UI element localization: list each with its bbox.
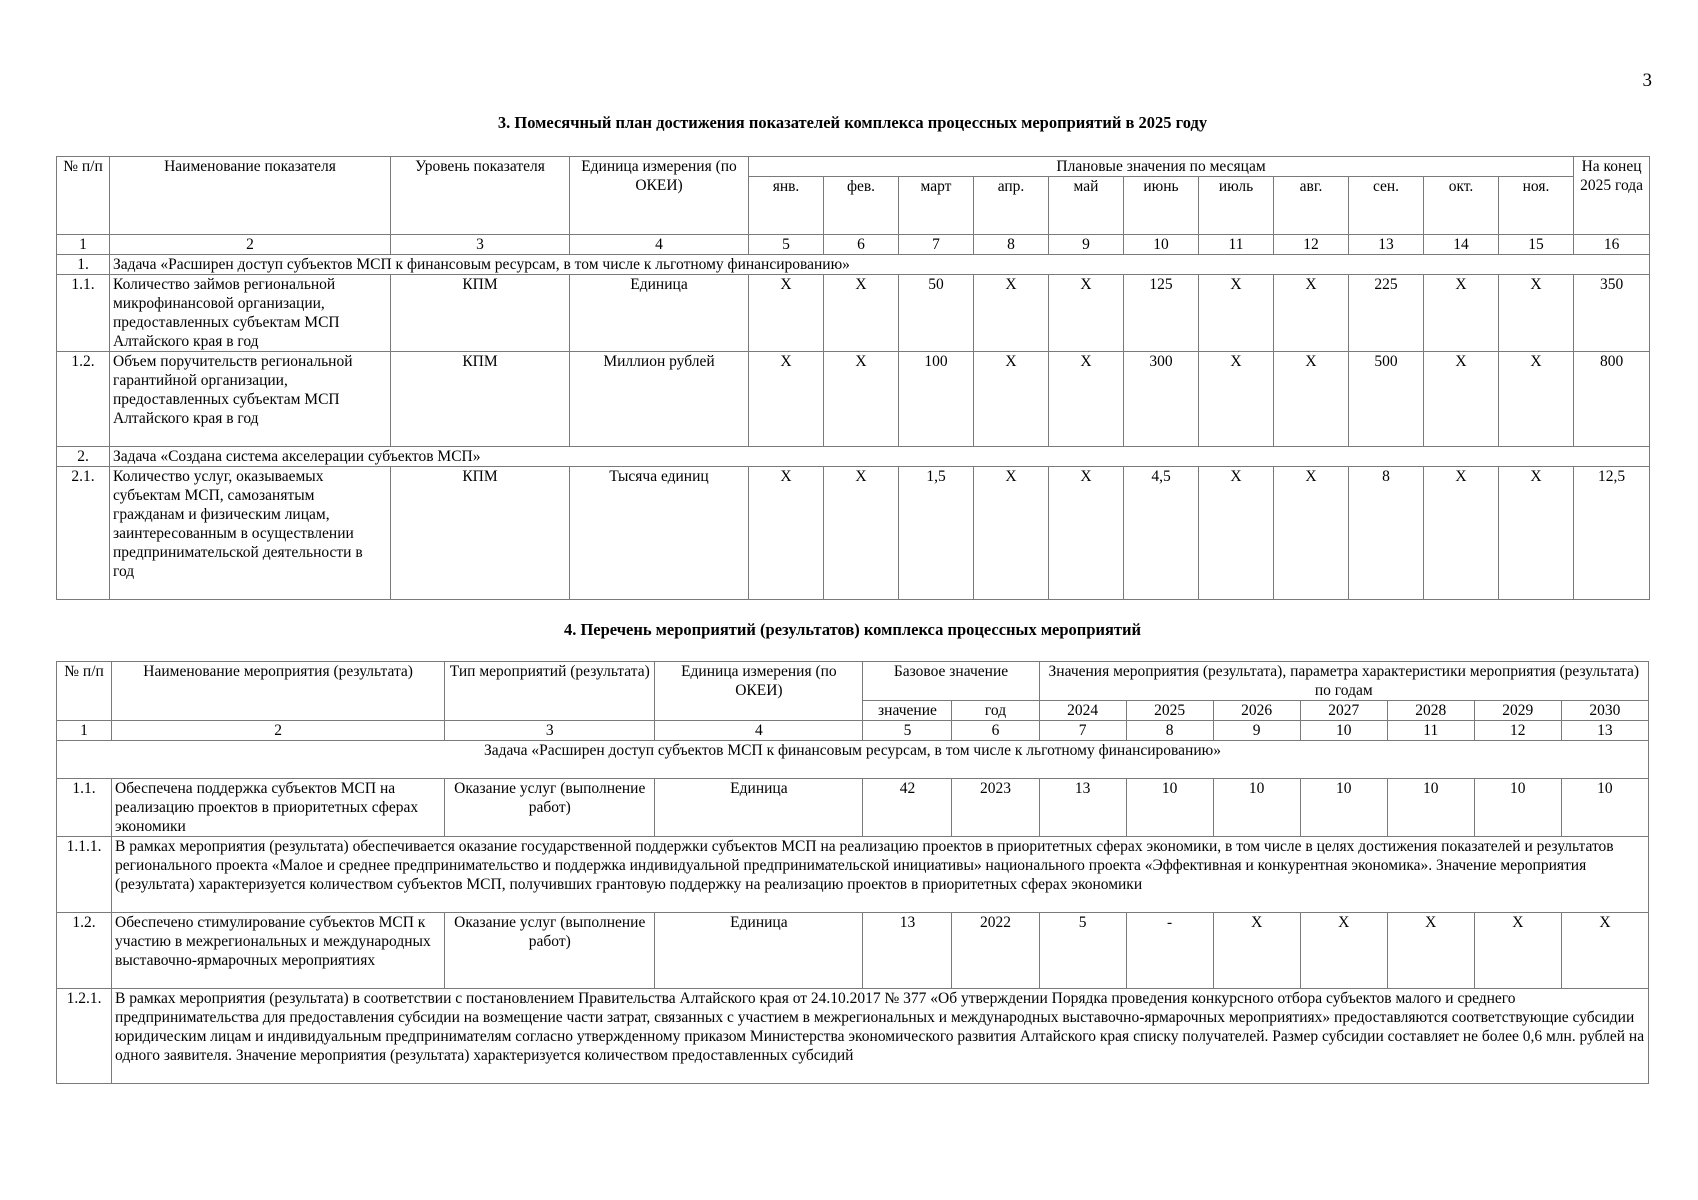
header-year: 2028	[1387, 701, 1474, 721]
header-month: ноя.	[1499, 177, 1574, 235]
header-end-of-year: На конец 2025 года	[1574, 157, 1650, 235]
row-number: 1.1.	[57, 275, 110, 352]
indicator-unit: Тысяча единиц	[570, 467, 749, 600]
year-value: X	[1474, 913, 1561, 989]
section-3-title: 3. Помесячный план достижения показателей комплекса процессных мероприятий в 2025 году	[497, 113, 1208, 132]
year-value: X	[1213, 913, 1300, 989]
indicator-unit: Единица	[570, 275, 749, 352]
year-value: X	[1387, 913, 1474, 989]
header-month: фев.	[824, 177, 899, 235]
month-value: 50	[899, 275, 974, 352]
monthly-plan-table	[56, 156, 1650, 600]
column-number: 12	[1274, 235, 1349, 255]
column-number: 12	[1474, 721, 1561, 741]
month-value: X	[1199, 352, 1274, 447]
header-month: янв.	[749, 177, 824, 235]
header-activity-name: Наименование мероприятия (результата)	[112, 662, 445, 721]
row-number: 1.1.	[57, 779, 112, 837]
header-month: сен.	[1349, 177, 1424, 235]
month-value: X	[974, 275, 1049, 352]
task-number: 1.	[57, 255, 110, 275]
month-value: X	[974, 352, 1049, 447]
table-row	[57, 837, 1649, 913]
year-value: 5	[1039, 913, 1126, 989]
year-value: 10	[1387, 779, 1474, 837]
column-number: 3	[445, 721, 655, 741]
month-value: 4,5	[1124, 467, 1199, 600]
column-number: 8	[974, 235, 1049, 255]
indicator-level: КПМ	[391, 467, 570, 600]
year-value: 10	[1126, 779, 1213, 837]
column-number: 2	[112, 721, 445, 741]
task-title: Задача «Создана система акселерации субъектов МСП»	[110, 447, 1650, 467]
month-value: X	[1424, 352, 1499, 447]
column-number: 6	[824, 235, 899, 255]
year-value: -	[1126, 913, 1213, 989]
activity-type: Оказание услуг (выполнение работ)	[445, 913, 655, 989]
column-number: 9	[1049, 235, 1124, 255]
month-value: 1,5	[899, 467, 974, 600]
note-number: 1.2.1.	[57, 989, 112, 1084]
month-value: X	[749, 352, 824, 447]
activity-unit: Единица	[655, 913, 863, 989]
column-number: 7	[899, 235, 974, 255]
year-value: 10	[1474, 779, 1561, 837]
base-value: 13	[863, 913, 952, 989]
header-base-value: Базовое значение	[863, 662, 1039, 701]
note-number: 1.1.1.	[57, 837, 112, 913]
column-number: 11	[1199, 235, 1274, 255]
month-value: X	[1499, 275, 1574, 352]
header-year: 2026	[1213, 701, 1300, 721]
month-value: X	[1499, 352, 1574, 447]
header-base-value-year: год	[952, 701, 1039, 721]
column-number: 4	[570, 235, 749, 255]
column-number: 10	[1124, 235, 1199, 255]
month-value: 125	[1124, 275, 1199, 352]
column-number: 15	[1499, 235, 1574, 255]
column-number: 11	[1387, 721, 1474, 741]
column-number: 5	[863, 721, 952, 741]
indicator-name: Количество услуг, оказываемых субъектам МСП, самозанятым гражданам и физическим лицам, заинтересованным в осуществлении предпринимательской деятельности в год	[110, 467, 391, 600]
column-number: 5	[749, 235, 824, 255]
column-number: 10	[1300, 721, 1387, 741]
header-unit: Единица измерения (по ОКЕИ)	[655, 662, 863, 721]
month-value: 8	[1349, 467, 1424, 600]
header-monthly-plan: Плановые значения по месяцам	[749, 157, 1574, 177]
column-number: 9	[1213, 721, 1300, 741]
activity-name: Обеспечено стимулирование субъектов МСП к участию в межрегиональных и международных выставочно-ярмарочных мероприятиях	[112, 913, 445, 989]
table-row	[57, 779, 1649, 837]
month-value: X	[1049, 467, 1124, 600]
month-value: 500	[1349, 352, 1424, 447]
month-value: X	[1199, 275, 1274, 352]
month-value: X	[749, 467, 824, 600]
row-number: 1.2.	[57, 913, 112, 989]
column-number: 16	[1574, 235, 1650, 255]
year-value: X	[1561, 913, 1648, 989]
header-activity-type: Тип мероприятий (результата)	[445, 662, 655, 721]
page-number: 3	[1642, 70, 1652, 91]
base-year: 2023	[952, 779, 1039, 837]
month-value: X	[1499, 467, 1574, 600]
header-year: 2029	[1474, 701, 1561, 721]
table-row	[57, 467, 1650, 600]
header-month: окт.	[1424, 177, 1499, 235]
column-number: 13	[1561, 721, 1648, 741]
indicator-unit: Миллион рублей	[570, 352, 749, 447]
column-number: 7	[1039, 721, 1126, 741]
year-value: 10	[1213, 779, 1300, 837]
task-number: 2.	[57, 447, 110, 467]
header-num: № п/п	[57, 662, 112, 721]
column-number: 3	[391, 235, 570, 255]
header-year: 2027	[1300, 701, 1387, 721]
indicator-name: Количество займов региональной микрофинансовой организации, предоставленных субъектам МСП Алтайского края в год	[110, 275, 391, 352]
header-indicator-level: Уровень показателя	[391, 157, 570, 235]
month-value: X	[749, 275, 824, 352]
header-base-value-value: значение	[863, 701, 952, 721]
year-value: X	[1300, 913, 1387, 989]
year-value: 10	[1561, 779, 1648, 837]
row-number: 2.1.	[57, 467, 110, 600]
month-value: X	[1049, 352, 1124, 447]
column-number: 4	[655, 721, 863, 741]
month-value: X	[1274, 275, 1349, 352]
activity-description: В рамках мероприятия (результата) обеспечивается оказание государственной поддержки субъектов МСП на реализацию проектов в приоритетных сферах экономики, в том числе в целях достижения показателей и результатов регионального проекта «Малое и среднее предпринимательство и поддержка индивидуальной предпринимательской инициативы» национального проекта «Эффективная и конкурентная экономика». Значение мероприятия (результата) характеризуется количеством субъектов МСП, получивших грантовую поддержку на реализацию проектов в приоритетных сферах экономики	[112, 837, 1649, 913]
header-month: июль	[1199, 177, 1274, 235]
task-title: Задача «Расширен доступ субъектов МСП к финансовым ресурсам, в том числе к льготному финансированию»	[57, 741, 1649, 779]
column-number: 13	[1349, 235, 1424, 255]
month-value: X	[1274, 352, 1349, 447]
header-month: июнь	[1124, 177, 1199, 235]
column-number: 6	[952, 721, 1039, 741]
end-of-year-value: 350	[1574, 275, 1650, 352]
header-values-by-year: Значения мероприятия (результата), параметра характеристики мероприятия (результата) по годам	[1039, 662, 1648, 701]
table-row	[57, 989, 1649, 1084]
year-value: 13	[1039, 779, 1126, 837]
row-number: 1.2.	[57, 352, 110, 447]
activity-unit: Единица	[655, 779, 863, 837]
indicator-name: Объем поручительств региональной гарантийной организации, предоставленных субъектам МСП Алтайского края в год	[110, 352, 391, 447]
header-month: март	[899, 177, 974, 235]
task-title: Задача «Расширен доступ субъектов МСП к финансовым ресурсам, в том числе к льготному финансированию»	[110, 255, 1650, 275]
month-value: X	[824, 275, 899, 352]
indicator-level: КПМ	[391, 275, 570, 352]
header-num: № п/п	[57, 157, 110, 235]
month-value: X	[1199, 467, 1274, 600]
month-value: X	[1049, 275, 1124, 352]
month-value: X	[824, 467, 899, 600]
table-row	[57, 913, 1649, 989]
activity-name: Обеспечена поддержка субъектов МСП на реализацию проектов в приоритетных сферах экономики	[112, 779, 445, 837]
base-value: 42	[863, 779, 952, 837]
header-month: май	[1049, 177, 1124, 235]
table-row	[57, 275, 1650, 352]
column-number: 1	[57, 235, 110, 255]
base-year: 2022	[952, 913, 1039, 989]
header-year: 2024	[1039, 701, 1126, 721]
month-value: X	[1274, 467, 1349, 600]
month-value: 225	[1349, 275, 1424, 352]
month-value: X	[1424, 467, 1499, 600]
header-month: авг.	[1274, 177, 1349, 235]
end-of-year-value: 800	[1574, 352, 1650, 447]
year-value: 10	[1300, 779, 1387, 837]
month-value: X	[974, 467, 1049, 600]
header-year: 2025	[1126, 701, 1213, 721]
indicator-level: КПМ	[391, 352, 570, 447]
column-number: 2	[110, 235, 391, 255]
month-value: 300	[1124, 352, 1199, 447]
section-4-title: 4. Перечень мероприятий (результатов) комплекса процессных мероприятий	[563, 620, 1142, 639]
header-year: 2030	[1561, 701, 1648, 721]
activity-type: Оказание услуг (выполнение работ)	[445, 779, 655, 837]
month-value: X	[1424, 275, 1499, 352]
activity-description: В рамках мероприятия (результата) в соответствии с постановлением Правительства Алтайского края от 24.10.2017 № 377 «Об утверждении Порядка проведения конкурсного отбора субъектов малого и среднего предпринимательства для предоставления субсидии на возмещение части затрат, связанных с участием в межрегиональных и международных выставочно-ярмарочных мероприятиях» предоставляются соответствующие субсидии юридическим лицам и индивидуальным предпринимателям согласно утвержденному приказом Министерства экономического развития Алтайского края списку получателей. Размер субсидии составляет не более 0,6 млн. рублей на одного заявителя. Значение мероприятия (результата) характеризуется количеством предоставленных субсидий	[112, 989, 1649, 1084]
column-number: 1	[57, 721, 112, 741]
header-indicator-name: Наименование показателя	[110, 157, 391, 235]
header-unit: Единица измерения (по ОКЕИ)	[570, 157, 749, 235]
end-of-year-value: 12,5	[1574, 467, 1650, 600]
month-value: X	[824, 352, 899, 447]
column-number: 14	[1424, 235, 1499, 255]
activities-table	[56, 661, 1649, 1084]
column-number: 8	[1126, 721, 1213, 741]
month-value: 100	[899, 352, 974, 447]
table-row	[57, 352, 1650, 447]
header-month: апр.	[974, 177, 1049, 235]
